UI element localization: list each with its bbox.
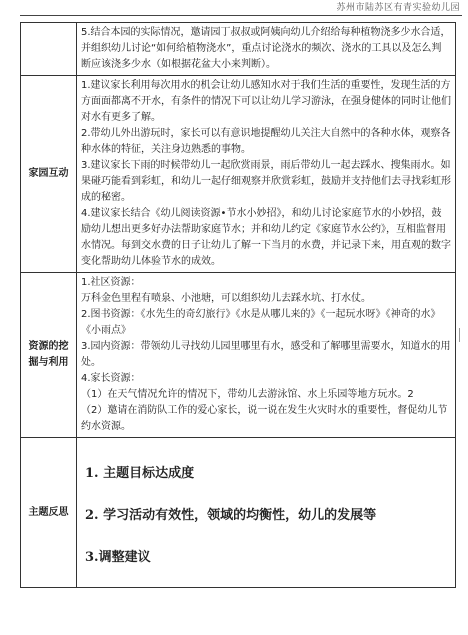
paragraph: 万科金色里程有喷泉、小池塘，可以组织幼儿去踩水坑、打水仗。 xyxy=(81,293,371,304)
paragraph: 5.结合本园的实际情况，邀请园丁叔叔或阿姨向幼儿介绍给每种植物浇多少水合适，并组织幼儿讨论“如何给植物浇水”，重点讨论浇水的频次、浇水的工具以及怎么判断应该浇多少水（如根据花盆大小来判断）。 xyxy=(81,27,451,70)
paragraph: 4.家长资源： xyxy=(81,373,141,384)
table-row xyxy=(21,76,456,273)
row-label-home-interaction: 家园互动 xyxy=(21,76,77,273)
row-label-reflection: 主题反思 xyxy=(21,438,77,588)
row-content xyxy=(77,438,456,588)
paragraph: 2.带幼儿外出游玩时，家长可以有意识地提醒幼儿关注大自然中的各种水体，观察各种水体的特征，关注身边熟悉的事物。 xyxy=(81,128,451,155)
reflection-item: 2. 学习活动有效性，领域的均衡性，幼儿的发展等 xyxy=(85,507,377,523)
row-label-resources: 资源的挖掘与利用 xyxy=(21,273,77,438)
paragraph: 4.建议家长结合《幼儿阅读资源•节水小妙招》，和幼儿讨论家庭节水的小妙招，鼓励幼儿想出更多好办法帮助家庭节水；并和幼儿约定《家庭节水公约》，互相监督用水情况。每到交水费的日子让幼儿了解一下当月的水费，并记录下来，用直观的数字变化帮助幼儿体验节水的成效。 xyxy=(81,208,451,267)
table-row xyxy=(21,438,456,588)
row-content xyxy=(77,23,456,76)
plan-table xyxy=(20,22,456,588)
table-row xyxy=(21,273,456,438)
table-row xyxy=(21,23,456,76)
paragraph: 2.图书资源：《水先生的奇幻旅行》《水是从哪儿来的》《一起玩水呀》《神奇的水》《小雨点》 xyxy=(81,309,441,336)
header-rule xyxy=(20,15,462,16)
school-header: 苏州市陆苏区有青实验幼儿园 xyxy=(336,3,460,13)
reflection-item: 3.调整建议 xyxy=(85,549,151,565)
row-content xyxy=(77,76,456,273)
paragraph: （2）邀请在消防队工作的爱心家长，说一说在发生火灾时水的重要性，督促幼儿节约水资源。 xyxy=(81,405,448,432)
reflection-item: 1. 主题目标达成度 xyxy=(85,465,195,481)
paragraph: 1.社区资源： xyxy=(81,277,141,288)
row-content xyxy=(77,273,456,438)
paragraph: 1.建议家长利用每次用水的机会让幼儿感知水对于我们生活的重要性，发现生活的方方面面都离不开水，有条件的情况下可以让幼儿学习游泳，在强身健体的同时让他们对水有更多了解。 xyxy=(81,80,451,123)
paragraph: （1）在天气情况允许的情况下，带幼儿去游泳馆、水上乐园等地方玩水。2 xyxy=(81,389,414,400)
paragraph: 3.园内资源：带领幼儿寻找幼儿园里哪里有水，感受和了解哪里需要水，知道水的用处。 xyxy=(81,341,451,368)
page-edge-marker xyxy=(459,328,466,342)
paragraph: 3.建议家长下雨的时候带幼儿一起欣赏雨景，雨后带幼儿一起去踩水、搜集雨水。如果碰巧能看到彩虹，和幼儿一起仔细观察并欣赏彩虹，鼓励并支持他们去寻找彩虹形成的秘密。 xyxy=(81,160,451,203)
row-label-empty xyxy=(21,23,77,76)
